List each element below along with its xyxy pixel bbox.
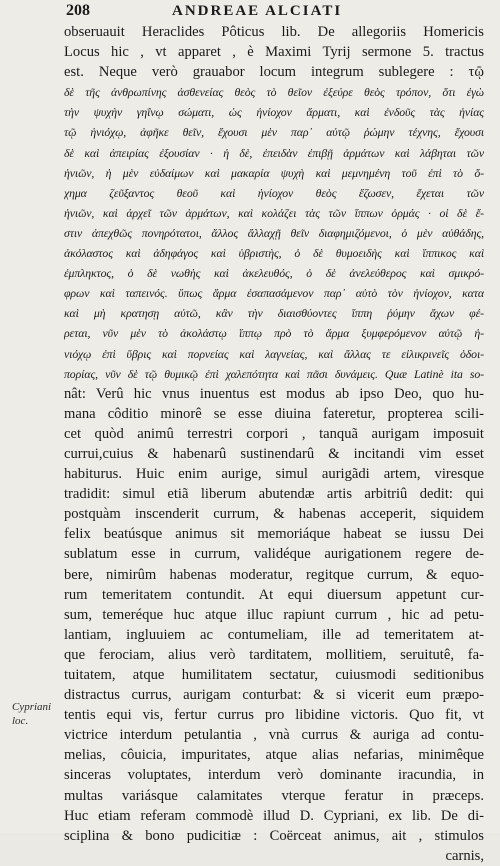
page-header xyxy=(66,2,486,22)
text-line: Huc etiam referam commodè illud D. Cypriani, ex lib. De di- xyxy=(64,807,484,824)
text-line: sinceras voluptates, interdum verò dominante iracundia, in xyxy=(64,767,484,784)
text-line: est. Neque verò grauabor locum integrum sublegere : τῷ xyxy=(64,64,484,81)
greek-text-line: καὶ μὴ κρατησῃ αὐτῶ, κἂν τὴν διαισθύοντες ἵππη ῥύμην ἄχων φέ- xyxy=(64,306,484,321)
greek-text-line: στιν ἀπεχθῶς πονηρότατοι, ἄλλος ἄλλαχῇ θεῖν διαφημιζόμενοι, ὁ μὲν αὐθάδης, xyxy=(64,225,484,240)
text-line: multas variásque calamitates vterque feratur in præceps. xyxy=(64,787,484,804)
text-line: postquàm inscenderit currum, & habenas acceperit, siquidem xyxy=(64,506,484,523)
text-line: bere, nimirûm habenas moderatur, regitque currum, & equo- xyxy=(64,566,484,583)
text-line: sum, temeréque huc atque illuc rapiunt currum , hic ad petu- xyxy=(64,606,484,623)
text-line: felix beatúsque animus sit memoriáque habeat se iussu Dei xyxy=(64,526,484,543)
running-head: ANDREAE ALCIATI xyxy=(172,3,343,19)
greek-text-line: ἐμπληκτος, ὁ δὲ νωθὴς καὶ ἀκελευθός, ὁ δὲ ἀνελεύθερος καὶ σμικρό- xyxy=(64,266,484,281)
greek-text-line: τὴν ψυχὴν γηΐνῳ σώματι, ὡς ἡνίοχον ἅρματι, καὶ ἐνδοῦς τὰς ἡνίας xyxy=(64,105,484,120)
text-line: cet quòd animû terrestri corpori , tanquã aurigam imposuit xyxy=(64,425,484,442)
text-line: Locus hic , vt apparet , è Maximi Tyrij sermone 5. tractus xyxy=(64,44,484,61)
greek-text-line: χημα ζεῦξαντος θεοῦ καὶ ἡνίοχον θεὸς ἔζωσεν, ἔχεται τῶν xyxy=(64,185,484,200)
text-line: distractus currus, aurigam conturbat: & si vicerit eum præpo- xyxy=(64,687,484,704)
text-line: rum temeritatem contundit. At equi diuersum appetunt cur- xyxy=(64,586,484,603)
greek-text-line: δὲ καὶ ἀπειρίας ἐξουσίαν · ἡ δὲ, ἐπειδὰν ἐπιβῇ ἁρμάτων καὶ λάβηται τῶν xyxy=(64,145,484,160)
greek-text-line: νιόχῳ ἐπὶ ὕβρις καὶ πορνείας καὶ λαγνείας, καὶ ἄλλας τε εἰλικρινεῖς ὁδοι- xyxy=(64,346,484,361)
text-line: nât: Verû hic vnus inuentus est modus ab ipso Deo, quo hu- xyxy=(64,385,484,402)
body-text xyxy=(64,22,484,866)
catchword: carnis, xyxy=(445,847,484,864)
text-line: victrice interdum petulantia , vnà currus & auriga ad contu- xyxy=(64,727,484,744)
text-line: lantiam, ingluuiem ac contumeliam, ille ad temeritatem at- xyxy=(64,626,484,643)
text-line: tradidit: simul etiã liberum abutendæ artis arbitriû dedit: qui xyxy=(64,486,484,503)
greek-text-line: ἀκόλαστος καὶ ἀδηφάγος καὶ ὑβριστὴς, ὁ δὲ θυμοειδὴς καὶ ἵππικος καὶ xyxy=(64,246,484,261)
greek-text-line: ἡνιῶν, ἡ μὲν εὐδαίμων καὶ μακαρία ψυχὴ καὶ μεμνημένη τοῦ ἐπὶ τὸ ὄ- xyxy=(64,165,484,180)
greek-text-line: τῷ ἡνιόχῳ, ἀφῆκε θεῖν, ἔχουσι μὲν παρ᾽ αὐτῷ ῥώμην τέχνης, ἔχουσι xyxy=(64,125,484,140)
page-number: 208 xyxy=(66,2,90,19)
greek-text-line: δὲ τῆς ἀνθρωπίνης ἀσθενείας θεὸς τὸ θεῖον ἐξεύρε θεὸς τρόπον, ὅτι ἐγὼ xyxy=(64,85,484,100)
greek-text-line: ἡνιῶν, καὶ ἀρχεῖ τῶν ἁρμάτων, καὶ κολάζει τὰς τῶν ἵππων ὁρμάς · οἱ δὲ ἔ- xyxy=(64,205,484,220)
text-line: melias, côuicia, impuritates, atque alias nefarias, minimêque xyxy=(64,747,484,764)
greek-text-line: ρεται, νῦν μὲν τὸ ἀκολάστῳ ἵππῳ πρὸ τὸ ἅρμα ξυμφερόμενον αὐτῷ ἡ- xyxy=(64,326,484,341)
greek-text-line: πορίας, νῦν δὲ τῷ θυμικῷ ἐπὶ χαλεπότητα καὶ πᾶσι δυνάμεις. Quæ Latinè ita so- xyxy=(64,366,484,381)
text-line: currui,cuius & habenarû sustinendarû & incitandi vim esset xyxy=(64,445,484,462)
text-line: que ferociam, alius verò tarditatem, mollitiem, seruitutê, fa- xyxy=(64,646,484,663)
text-line: habiturus. Huic enim aurige, simul aurigãdi artem, viresque xyxy=(64,466,484,483)
text-line: mana côditio minorê se esse diuina fateretur, propterea scili- xyxy=(64,405,484,422)
margin-note: Cypriani loc. xyxy=(12,701,52,727)
greek-text-line: φρων καὶ ταπεινός. ὕπως ἅρμα ἐσαπασάμενον παρ᾽ αὐτὸ τὸν ἡνίοχον, κατα xyxy=(64,286,484,301)
text-line: obseruauit Heraclides Pôticus lib. De allegoriis Homericis xyxy=(64,24,484,40)
text-line: sciplina & bono pudicitiæ : Coërceat animus, ait , stimulos xyxy=(64,827,484,844)
text-line: sublatum esse in currum, validéque aurigationem regere de- xyxy=(64,546,484,563)
text-line: tuitatem, atque humilitatem sectatur, cuiusmodi seditionibus xyxy=(64,667,484,683)
text-line: tentis equi vis, fertur currus pro libidine victoris. Quo fit, vt xyxy=(64,707,484,724)
